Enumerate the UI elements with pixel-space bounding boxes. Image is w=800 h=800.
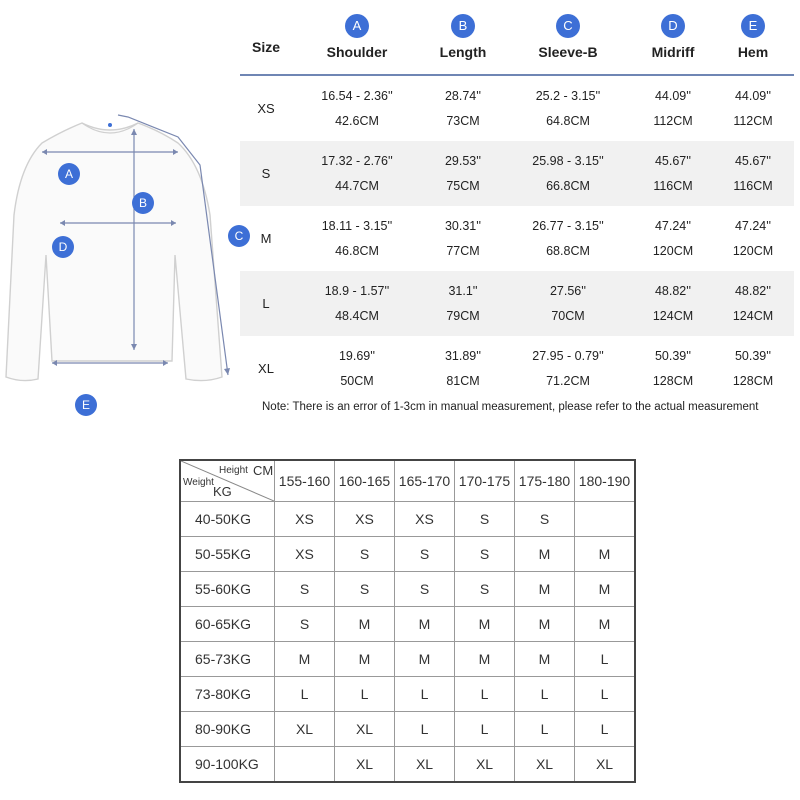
size-cell: S bbox=[395, 572, 455, 607]
size-cell: M bbox=[575, 607, 636, 642]
size-cell: M bbox=[335, 642, 395, 677]
cell-sleeve-cm: 68.8CM bbox=[546, 244, 590, 258]
size-cell bbox=[275, 747, 335, 783]
row-size-label: L bbox=[262, 296, 270, 311]
header-midriff bbox=[628, 10, 718, 60]
weight-header: 55-60KG bbox=[180, 572, 275, 607]
weight-row bbox=[180, 642, 635, 677]
size-cell: M bbox=[395, 607, 455, 642]
size-cell: XS bbox=[395, 502, 455, 537]
row-size-label: S bbox=[261, 166, 271, 181]
corner-height-unit: CM bbox=[253, 463, 274, 478]
size-cell: XS bbox=[275, 502, 335, 537]
size-cell: L bbox=[455, 677, 515, 712]
size-cell: M bbox=[515, 607, 575, 642]
size-column-header: Size bbox=[252, 39, 281, 55]
cell-length-inch: 28.74'' bbox=[444, 89, 482, 103]
cell-midriff-inch: 47.24'' bbox=[654, 219, 692, 233]
diagram-label-b: B bbox=[132, 192, 154, 214]
size-cell: L bbox=[575, 677, 636, 712]
header-shoulder bbox=[312, 10, 402, 60]
size-row-s bbox=[240, 141, 794, 206]
cell-midriff-inch: 48.82'' bbox=[654, 284, 692, 298]
row-size-label: M bbox=[260, 231, 272, 246]
cell-hem-inch: 50.39'' bbox=[734, 349, 772, 363]
size-cell: L bbox=[575, 712, 636, 747]
diagram-label-a: A bbox=[58, 163, 80, 185]
shirt-outline-icon bbox=[0, 105, 240, 425]
row-size-label: XL bbox=[258, 361, 274, 376]
weight-header: 50-55KG bbox=[180, 537, 275, 572]
weight-header: 80-90KG bbox=[180, 712, 275, 747]
cell-length-inch: 29.53'' bbox=[444, 154, 482, 168]
size-cell: L bbox=[515, 677, 575, 712]
height-header: 170-175 bbox=[455, 460, 515, 502]
size-cell: M bbox=[275, 642, 335, 677]
cell-sleeve-cm: 71.2CM bbox=[546, 374, 590, 388]
cell-midriff-cm: 116CM bbox=[653, 179, 693, 193]
weight-row bbox=[180, 712, 635, 747]
size-cell: L bbox=[275, 677, 335, 712]
cell-shoulder-inch: 18.11 - 3.15'' bbox=[321, 219, 393, 233]
cell-length-cm: 77CM bbox=[446, 244, 480, 258]
cell-sleeve-inch: 25.98 - 3.15'' bbox=[532, 154, 604, 168]
cell-hem-cm: 120CM bbox=[732, 244, 774, 258]
header-badge-e: E bbox=[741, 14, 765, 38]
size-cell: S bbox=[275, 607, 335, 642]
size-cell: S bbox=[275, 572, 335, 607]
size-cell: L bbox=[455, 712, 515, 747]
weight-header: 40-50KG bbox=[180, 502, 275, 537]
header-label-sleeve: Sleeve-B bbox=[538, 44, 598, 60]
weight-row bbox=[180, 747, 635, 783]
size-cell: XL bbox=[515, 747, 575, 783]
cell-hem-inch: 48.82'' bbox=[734, 284, 772, 298]
corner-weight-unit: KG bbox=[213, 484, 232, 499]
size-row-l bbox=[240, 271, 794, 336]
header-sleeve bbox=[523, 10, 613, 60]
measurement-note: Note: There is an error of 1-3cm in manual measurement, please refer to the actual measurement bbox=[262, 401, 759, 413]
cell-shoulder-inch: 17.32 - 2.76'' bbox=[321, 154, 393, 168]
weight-header: 60-65KG bbox=[180, 607, 275, 642]
weight-header: 90-100KG bbox=[180, 747, 275, 783]
cell-sleeve-inch: 27.95 - 0.79'' bbox=[532, 349, 604, 363]
size-cell: M bbox=[515, 537, 575, 572]
size-cell: L bbox=[335, 677, 395, 712]
cell-midriff-cm: 124CM bbox=[652, 309, 694, 323]
cell-length-cm: 79CM bbox=[446, 309, 480, 323]
diagram-label-c: C bbox=[228, 225, 250, 247]
cell-length-cm: 75CM bbox=[446, 179, 480, 193]
cell-length-inch: 31.1'' bbox=[448, 284, 478, 298]
size-cell: S bbox=[455, 537, 515, 572]
size-cell: M bbox=[335, 607, 395, 642]
size-cell: M bbox=[575, 537, 636, 572]
cell-hem-cm: 124CM bbox=[732, 309, 774, 323]
size-cell: L bbox=[575, 642, 636, 677]
size-cell: S bbox=[395, 537, 455, 572]
size-cell: M bbox=[515, 642, 575, 677]
header-badge-d: D bbox=[661, 14, 685, 38]
cell-sleeve-cm: 66.8CM bbox=[546, 179, 590, 193]
size-cell: XL bbox=[275, 712, 335, 747]
cell-hem-inch: 44.09'' bbox=[734, 89, 772, 103]
size-cell: M bbox=[455, 607, 515, 642]
weight-row bbox=[180, 537, 635, 572]
cell-midriff-inch: 45.67'' bbox=[654, 154, 692, 168]
cell-sleeve-cm: 64.8CM bbox=[546, 114, 590, 128]
size-cell: XL bbox=[335, 712, 395, 747]
size-cell: M bbox=[515, 572, 575, 607]
cell-shoulder-cm: 46.8CM bbox=[335, 244, 379, 258]
weight-row bbox=[180, 677, 635, 712]
diagram-label-e: E bbox=[75, 394, 97, 416]
cell-hem-inch: 45.67'' bbox=[734, 154, 772, 168]
size-row-xs bbox=[240, 76, 794, 141]
cell-sleeve-cm: 70CM bbox=[551, 309, 585, 323]
header-badge-b: B bbox=[451, 14, 475, 38]
header-hem bbox=[718, 10, 788, 60]
size-table-header bbox=[240, 10, 794, 74]
weight-row bbox=[180, 572, 635, 607]
size-cell: S bbox=[335, 537, 395, 572]
row-size-label: XS bbox=[257, 101, 275, 116]
cell-shoulder-inch: 19.69'' bbox=[338, 349, 376, 363]
cell-length-inch: 30.31'' bbox=[444, 219, 482, 233]
header-label-midriff: Midriff bbox=[651, 44, 695, 60]
size-cell: L bbox=[395, 712, 455, 747]
size-cell: S bbox=[455, 572, 515, 607]
size-cell: S bbox=[515, 502, 575, 537]
size-cell: L bbox=[395, 677, 455, 712]
cell-sleeve-inch: 25.2 - 3.15'' bbox=[535, 89, 601, 103]
header-badge-a: A bbox=[345, 14, 369, 38]
size-cell bbox=[575, 502, 636, 537]
height-header: 155-160 bbox=[275, 460, 335, 502]
header-label-hem: Hem bbox=[737, 44, 769, 60]
height-header: 165-170 bbox=[395, 460, 455, 502]
corner-height-label: Height bbox=[219, 465, 248, 476]
shirt-diagram bbox=[0, 105, 244, 425]
size-cell: XL bbox=[335, 747, 395, 783]
cell-shoulder-inch: 18.9 - 1.57'' bbox=[324, 284, 390, 298]
corner-cell bbox=[180, 460, 275, 502]
size-cell: S bbox=[335, 572, 395, 607]
height-header: 175-180 bbox=[515, 460, 575, 502]
cell-length-cm: 73CM bbox=[446, 114, 480, 128]
height-header: 160-165 bbox=[335, 460, 395, 502]
weight-header: 65-73KG bbox=[180, 642, 275, 677]
cell-midriff-cm: 120CM bbox=[652, 244, 694, 258]
header-length bbox=[418, 10, 508, 60]
cell-length-inch: 31.89'' bbox=[444, 349, 482, 363]
cell-shoulder-cm: 42.6CM bbox=[335, 114, 379, 128]
cell-hem-cm: 116CM bbox=[733, 179, 773, 193]
cell-sleeve-inch: 26.77 - 3.15'' bbox=[532, 219, 604, 233]
cell-midriff-cm: 112CM bbox=[653, 114, 693, 128]
cell-shoulder-cm: 44.7CM bbox=[335, 179, 379, 193]
cell-midriff-cm: 128CM bbox=[652, 374, 694, 388]
size-cell: XL bbox=[455, 747, 515, 783]
diagram-label-d: D bbox=[52, 236, 74, 258]
cell-hem-cm: 128CM bbox=[732, 374, 774, 388]
cell-shoulder-cm: 50CM bbox=[340, 374, 374, 388]
cell-shoulder-cm: 48.4CM bbox=[335, 309, 379, 323]
header-label-length: Length bbox=[439, 44, 487, 60]
size-row-xl bbox=[240, 336, 794, 401]
height-header: 180-190 bbox=[575, 460, 636, 502]
header-badge-c: C bbox=[556, 14, 580, 38]
weight-header: 73-80KG bbox=[180, 677, 275, 712]
size-cell: M bbox=[395, 642, 455, 677]
size-cell: XS bbox=[275, 537, 335, 572]
cell-hem-inch: 47.24'' bbox=[734, 219, 772, 233]
size-cell: XS bbox=[335, 502, 395, 537]
cell-length-cm: 81CM bbox=[446, 374, 480, 388]
cell-midriff-inch: 44.09'' bbox=[654, 89, 692, 103]
size-cell: S bbox=[455, 502, 515, 537]
size-recommendation-table bbox=[179, 459, 636, 783]
size-cell: M bbox=[455, 642, 515, 677]
size-cell: L bbox=[515, 712, 575, 747]
height-header-row bbox=[180, 460, 635, 502]
corner-weight-label: Weight bbox=[183, 477, 214, 488]
size-cell: XL bbox=[395, 747, 455, 783]
header-label-shoulder: Shoulder bbox=[326, 44, 388, 60]
cell-hem-cm: 112CM bbox=[733, 114, 773, 128]
cell-shoulder-inch: 16.54 - 2.36'' bbox=[321, 89, 393, 103]
size-row-m bbox=[240, 206, 794, 271]
weight-row bbox=[180, 502, 635, 537]
weight-row bbox=[180, 607, 635, 642]
cell-sleeve-inch: 27.56'' bbox=[549, 284, 587, 298]
size-cell: XL bbox=[575, 747, 636, 783]
size-cell: M bbox=[575, 572, 636, 607]
cell-midriff-inch: 50.39'' bbox=[654, 349, 692, 363]
